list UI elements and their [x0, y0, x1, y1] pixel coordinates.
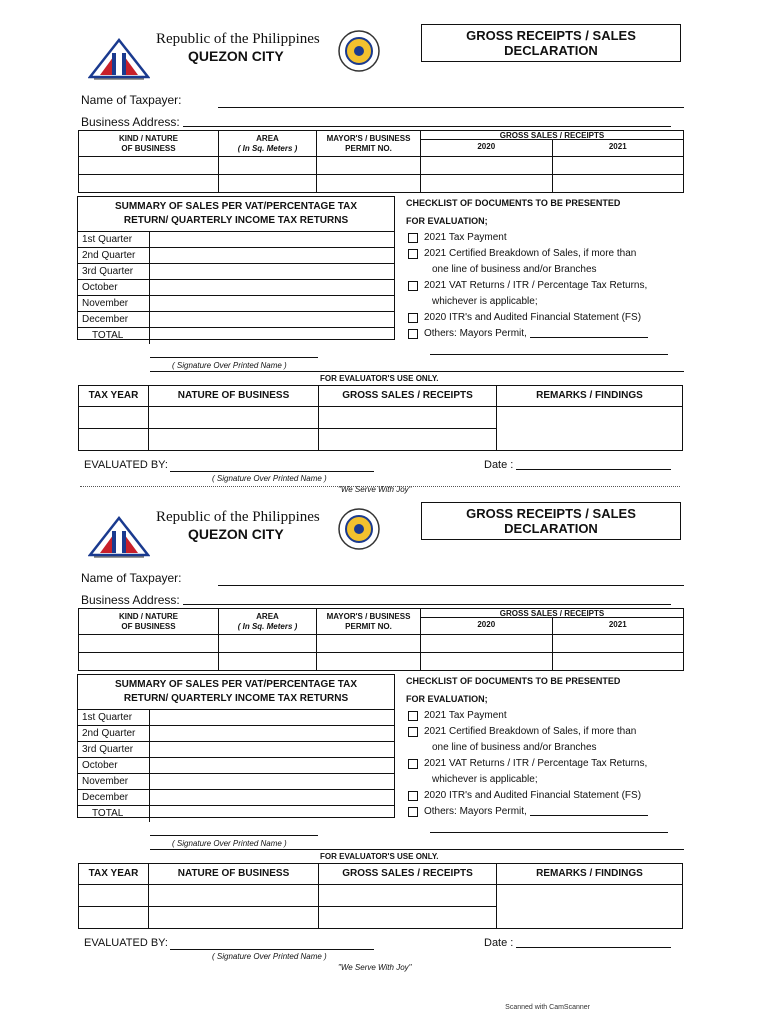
summary-row-label: November [78, 774, 150, 789]
checkbox[interactable] [408, 329, 418, 339]
form-title-line1: GROSS RECEIPTS / SALES [466, 506, 636, 521]
address-label: Business Address: [81, 593, 180, 607]
summary-row-label: November [78, 296, 150, 311]
summary-row-value[interactable] [150, 248, 394, 263]
summary-total-label: TOTAL [78, 806, 150, 822]
business-table [78, 608, 684, 671]
summary-row-value[interactable] [150, 790, 394, 805]
address-label: Business Address: [81, 115, 180, 129]
checkbox[interactable] [408, 233, 418, 243]
city-seal [337, 507, 381, 551]
col-gross: GROSS SALES / RECEIPTS 2020 2021 [421, 609, 684, 635]
evaluated-by-field[interactable] [170, 949, 374, 950]
evaluator-signature-label: ( Signature Over Printed Name ) [212, 474, 327, 483]
declaration-form-2 [0, 501, 768, 971]
summary-title: SUMMARY OF SALES PER VAT/PERCENTAGE TAX RETURN/ QUARTERLY INCOME TAX RETURNS [78, 675, 394, 710]
checklist: CHECKLIST OF DOCUMENTS TO BE PRESENTED FOR EVALUATION; 2021 Tax Payment 2021 Certified Breakdown of Sales, if more than one line of business and/or Branches 2021 VAT Returns / ITR / Percentage Tax Returns, whichever is applicable; 2020 ITR's and Audited Financial Statement (FS) Others: Mayors Permit, [406, 672, 696, 820]
quezon-city-logo [88, 515, 150, 561]
checkbox[interactable] [408, 727, 418, 737]
checkbox[interactable] [408, 759, 418, 769]
summary-row-label: 2nd Quarter [78, 248, 150, 263]
evaluated-by-field[interactable] [170, 471, 374, 472]
cut-line [80, 486, 680, 487]
evaluator-only-label: FOR EVALUATOR'S USE ONLY. [320, 852, 439, 861]
date-label: Date : [484, 937, 514, 949]
summary-total-value[interactable] [150, 328, 394, 344]
form-title-line2: DECLARATION [504, 521, 598, 536]
evaluated-by-label: EVALUATED BY: [84, 459, 168, 471]
col-area: AREA ( In Sq. Meters ) [219, 609, 317, 635]
summary-row-value[interactable] [150, 296, 394, 311]
summary-total-value[interactable] [150, 806, 394, 822]
summary-row-value[interactable] [150, 264, 394, 279]
motto: "We Serve With Joy" [338, 485, 412, 494]
city-label: QUEZON CITY [188, 526, 284, 542]
signature-line[interactable] [150, 835, 318, 836]
city-seal [337, 29, 381, 73]
form-title-box [421, 24, 681, 62]
signature-line[interactable] [150, 357, 318, 358]
republic-label: Republic of the Philippines [156, 509, 320, 525]
motto: "We Serve With Joy" [338, 963, 412, 972]
checkbox[interactable] [408, 807, 418, 817]
summary-title: SUMMARY OF SALES PER VAT/PERCENTAGE TAX RETURN/ QUARTERLY INCOME TAX RETURNS [78, 197, 394, 232]
form-title-box [421, 502, 681, 540]
evaluated-by-label: EVALUATED BY: [84, 937, 168, 949]
republic-label: Republic of the Philippines [156, 31, 320, 47]
taxpayer-field[interactable] [218, 107, 684, 108]
summary-row-label: 3rd Quarter [78, 264, 150, 279]
checkbox[interactable] [408, 313, 418, 323]
signature-label: ( Signature Over Printed Name ) [172, 839, 287, 848]
checkbox[interactable] [408, 281, 418, 291]
scanner-watermark: Scanned with CamScanner [505, 1004, 590, 1011]
summary-table [77, 674, 395, 818]
summary-row-value[interactable] [150, 774, 394, 789]
summary-row-label: December [78, 312, 150, 327]
signature-label: ( Signature Over Printed Name ) [172, 361, 287, 370]
checklist-title: CHECKLIST OF DOCUMENTS TO BE PRESENTED [406, 676, 621, 686]
evaluator-signature-label: ( Signature Over Printed Name ) [212, 952, 327, 961]
checklist-subtitle: FOR EVALUATION; [406, 216, 488, 226]
quezon-city-logo [88, 37, 150, 83]
summary-row-label: December [78, 790, 150, 805]
business-table [78, 130, 684, 193]
checkbox[interactable] [408, 791, 418, 801]
checkbox[interactable] [408, 249, 418, 259]
date-label: Date : [484, 459, 514, 471]
col-kind: KIND / NATURE OF BUSINESS [79, 609, 219, 635]
summary-row-label: October [78, 280, 150, 295]
checklist-subtitle: FOR EVALUATION; [406, 694, 488, 704]
evaluation-table: TAX YEAR NATURE OF BUSINESS GROSS SALES / RECEIPTS REMARKS / FINDINGS [78, 385, 683, 451]
summary-row-label: 2nd Quarter [78, 726, 150, 741]
summary-row-value[interactable] [150, 726, 394, 741]
summary-row-value[interactable] [150, 710, 394, 725]
checkbox[interactable] [408, 711, 418, 721]
form-title-line1: GROSS RECEIPTS / SALES [466, 28, 636, 43]
summary-row-label: October [78, 758, 150, 773]
col-gross: GROSS SALES / RECEIPTS 2020 2021 [421, 131, 684, 157]
checklist-title: CHECKLIST OF DOCUMENTS TO BE PRESENTED [406, 198, 621, 208]
summary-total-label: TOTAL [78, 328, 150, 344]
summary-row-value[interactable] [150, 742, 394, 757]
summary-row-label: 3rd Quarter [78, 742, 150, 757]
taxpayer-label: Name of Taxpayer: [81, 571, 182, 585]
col-permit: MAYOR'S / BUSINESS PERMIT NO. [317, 609, 421, 635]
col-area: AREA ( In Sq. Meters ) [219, 131, 317, 157]
date-field[interactable] [516, 947, 671, 948]
evaluation-table: TAX YEAR NATURE OF BUSINESS GROSS SALES / RECEIPTS REMARKS / FINDINGS [78, 863, 683, 929]
city-label: QUEZON CITY [188, 48, 284, 64]
col-permit: MAYOR'S / BUSINESS PERMIT NO. [317, 131, 421, 157]
summary-row-value[interactable] [150, 758, 394, 773]
address-field[interactable] [183, 126, 671, 127]
summary-row-label: 1st Quarter [78, 710, 150, 725]
summary-row-value[interactable] [150, 312, 394, 327]
summary-row-label: 1st Quarter [78, 232, 150, 247]
taxpayer-field[interactable] [218, 585, 684, 586]
declaration-form-1 [0, 23, 768, 493]
col-kind: KIND / NATURE OF BUSINESS [79, 131, 219, 157]
address-field[interactable] [183, 604, 671, 605]
date-field[interactable] [516, 469, 671, 470]
summary-table [77, 196, 395, 340]
summary-row-value[interactable] [150, 232, 394, 247]
summary-row-value[interactable] [150, 280, 394, 295]
taxpayer-label: Name of Taxpayer: [81, 93, 182, 107]
evaluator-only-label: FOR EVALUATOR'S USE ONLY. [320, 374, 439, 383]
checklist: CHECKLIST OF DOCUMENTS TO BE PRESENTED FOR EVALUATION; 2021 Tax Payment 2021 Certified Breakdown of Sales, if more than one line of business and/or Branches 2021 VAT Returns / ITR / Percentage Tax Returns, whichever is applicable; 2020 ITR's and Audited Financial Statement (FS) Others: Mayors Permit, [406, 194, 696, 342]
form-title-line2: DECLARATION [504, 43, 598, 58]
